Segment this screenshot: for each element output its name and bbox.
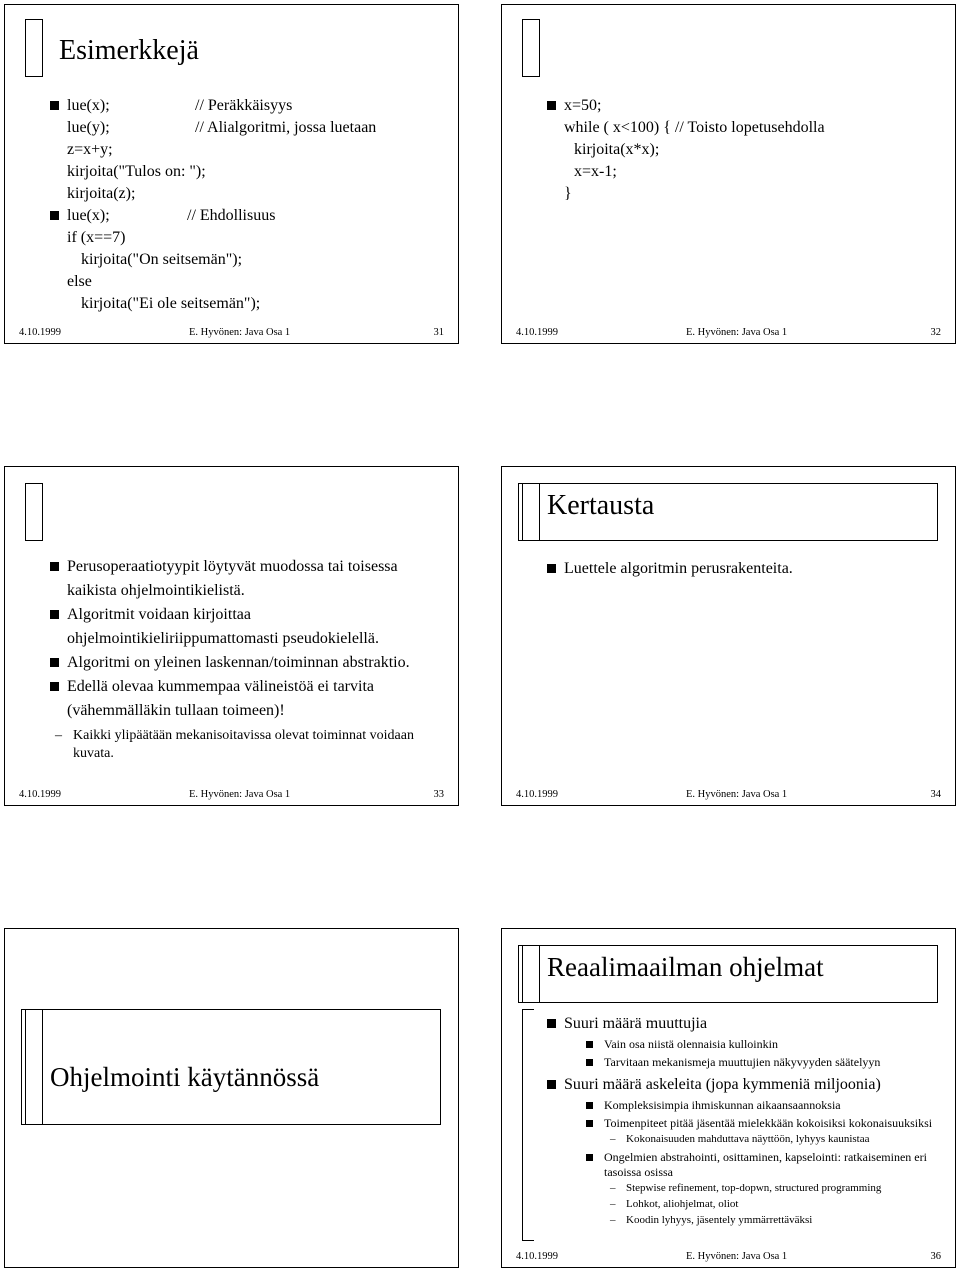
- slide-31-footer: [19, 327, 444, 341]
- slide-34-bullets: [546, 557, 936, 581]
- code-line: [49, 293, 449, 315]
- page-number: 31: [433, 327, 444, 338]
- slide-35-title: [21, 1009, 441, 1125]
- footer-author: E. Hyvönen: Java Osa 1: [686, 327, 788, 338]
- slide-32-marker-bar: [522, 19, 540, 77]
- page-number: 36: [930, 1251, 941, 1262]
- page-number: 32: [930, 327, 941, 338]
- slide-33: [4, 466, 459, 806]
- code-line: [49, 205, 449, 227]
- slide-31-code: [49, 95, 449, 315]
- code-line: }: [564, 185, 572, 202]
- code-text: kirjoita("On seitsemän");: [81, 251, 243, 268]
- code-line: [49, 95, 449, 117]
- footer-date: 4.10.1999: [19, 789, 61, 800]
- list-item: Toimenpiteet pitää jäsentää mielekkään kokoisiksi kokonaisuuksiksi: [546, 1116, 946, 1131]
- footer-date: 4.10.1999: [516, 327, 558, 338]
- code-comment: // Alialgoritmi, jossa luetaan: [195, 119, 377, 136]
- code-text: lue(x);: [67, 207, 110, 224]
- list-item: Tarvitaan mekanismeja muuttujien näkyvyyden säätelyyn: [546, 1055, 946, 1070]
- slide-34: [501, 466, 956, 806]
- code-text: kirjoita("Ei ole seitsemän");: [81, 295, 261, 312]
- slide-32: [501, 4, 956, 344]
- page-number: 33: [433, 789, 444, 800]
- section-heading: Suuri määrä muuttujia: [546, 1013, 946, 1034]
- slide-32-footer: [516, 327, 941, 341]
- sub-item: – Stepwise refinement, top-dopwn, structured programming: [546, 1180, 946, 1196]
- code-line: [49, 139, 449, 161]
- slide-36-body: [546, 1013, 946, 1228]
- code-line: kirjoita(x*x);: [574, 141, 660, 158]
- slide-36: [501, 928, 956, 1268]
- bullet: Perusoperaatiotyypit löytyvät muodossa tai toisessa kaikista ohjelmointikielistä.: [49, 555, 429, 603]
- slide-36-title-text: Reaalimaailman ohjelmat: [547, 952, 824, 982]
- section-heading: Suuri määrä askeleita (jopa kymmeniä miljoonia): [546, 1074, 946, 1095]
- slide-31: [4, 4, 459, 344]
- code-text: if (x==7): [67, 229, 126, 246]
- bullet: Algoritmi on yleinen laskennan/toiminnan abstraktio.: [49, 651, 429, 675]
- slide-33-marker-bar: [25, 483, 43, 541]
- slide-32-code: [546, 95, 946, 205]
- slide-36-title: [518, 945, 938, 1003]
- slide-33-footer: [19, 789, 444, 803]
- code-line: while ( x<100) { // Toisto lopetusehdolla: [564, 119, 825, 136]
- code-comment: // Ehdollisuus: [187, 207, 276, 224]
- code-line: [49, 227, 449, 249]
- code-line: [49, 161, 449, 183]
- footer-author: E. Hyvönen: Java Osa 1: [686, 1251, 788, 1262]
- bullet: Luettele algoritmin perusrakenteita.: [546, 557, 936, 581]
- code-line: [49, 183, 449, 205]
- page-number: 34: [930, 789, 941, 800]
- footer-author: E. Hyvönen: Java Osa 1: [189, 327, 291, 338]
- slide-31-title: Esimerkkejä: [59, 35, 199, 66]
- code-line: [49, 249, 449, 271]
- footer-author: E. Hyvönen: Java Osa 1: [686, 789, 788, 800]
- code-line: x=x-1;: [574, 163, 617, 180]
- slide-34-title-text: Kertausta: [547, 490, 655, 521]
- footer-author: E. Hyvönen: Java Osa 1: [189, 789, 291, 800]
- code-line: [49, 271, 449, 293]
- sub-item: – Kokonaisuuden mahduttava näyttöön, lyhyys kaunistaa: [546, 1131, 946, 1147]
- slide-31-marker-bar: [25, 19, 43, 77]
- code-comment: // Peräkkäisyys: [195, 97, 293, 114]
- slide-35-title-text: Ohjelmointi käytännössä: [50, 1062, 320, 1092]
- slide-34-title: [518, 483, 938, 541]
- sub-item: – Koodin lyhyys, jäsentely ymmärrettäväksi: [546, 1212, 946, 1228]
- slide-36-body-marker: [522, 1009, 534, 1241]
- bullet: Algoritmit voidaan kirjoittaa ohjelmointikieliriippumattomasti pseudokielellä.: [49, 603, 429, 651]
- footer-date: 4.10.1999: [19, 327, 61, 338]
- code-text: kirjoita(z);: [67, 185, 136, 202]
- slide-33-bullets: [49, 555, 429, 763]
- footer-date: 4.10.1999: [516, 1251, 558, 1262]
- footer-date: 4.10.1999: [516, 789, 558, 800]
- list-item: Ongelmien abstrahointi, osittaminen, kapselointi: ratkaiseminen eri tasoissa osissa: [546, 1150, 946, 1180]
- sub-item: – Lohkot, aliohjelmat, oliot: [546, 1196, 946, 1212]
- list-item: Kompleksisimpia ihmiskunnan aikaansaannoksia: [546, 1098, 946, 1113]
- slide-34-footer: [516, 789, 941, 803]
- code-text: z=x+y;: [67, 141, 113, 158]
- bullet: Edellä olevaa kummempaa välineistöä ei tarvita (vähemmälläkin tullaan toimeen)!: [49, 675, 429, 723]
- code-line: [49, 117, 449, 139]
- slide-35: [4, 928, 459, 1268]
- code-text: lue(y);: [67, 119, 110, 136]
- code-line: x=50;: [546, 95, 946, 117]
- code-text: kirjoita("Tulos on: ");: [67, 163, 206, 180]
- code-text: else: [67, 273, 92, 290]
- sub-bullet: – Kaikki ylipäätään mekanisoitavissa olevat toiminnat voidaan kuvata.: [49, 727, 429, 763]
- code-text: lue(x);: [67, 97, 110, 114]
- list-item: Vain osa niistä olennaisia kulloinkin: [546, 1037, 946, 1052]
- slide-36-footer: [516, 1251, 941, 1265]
